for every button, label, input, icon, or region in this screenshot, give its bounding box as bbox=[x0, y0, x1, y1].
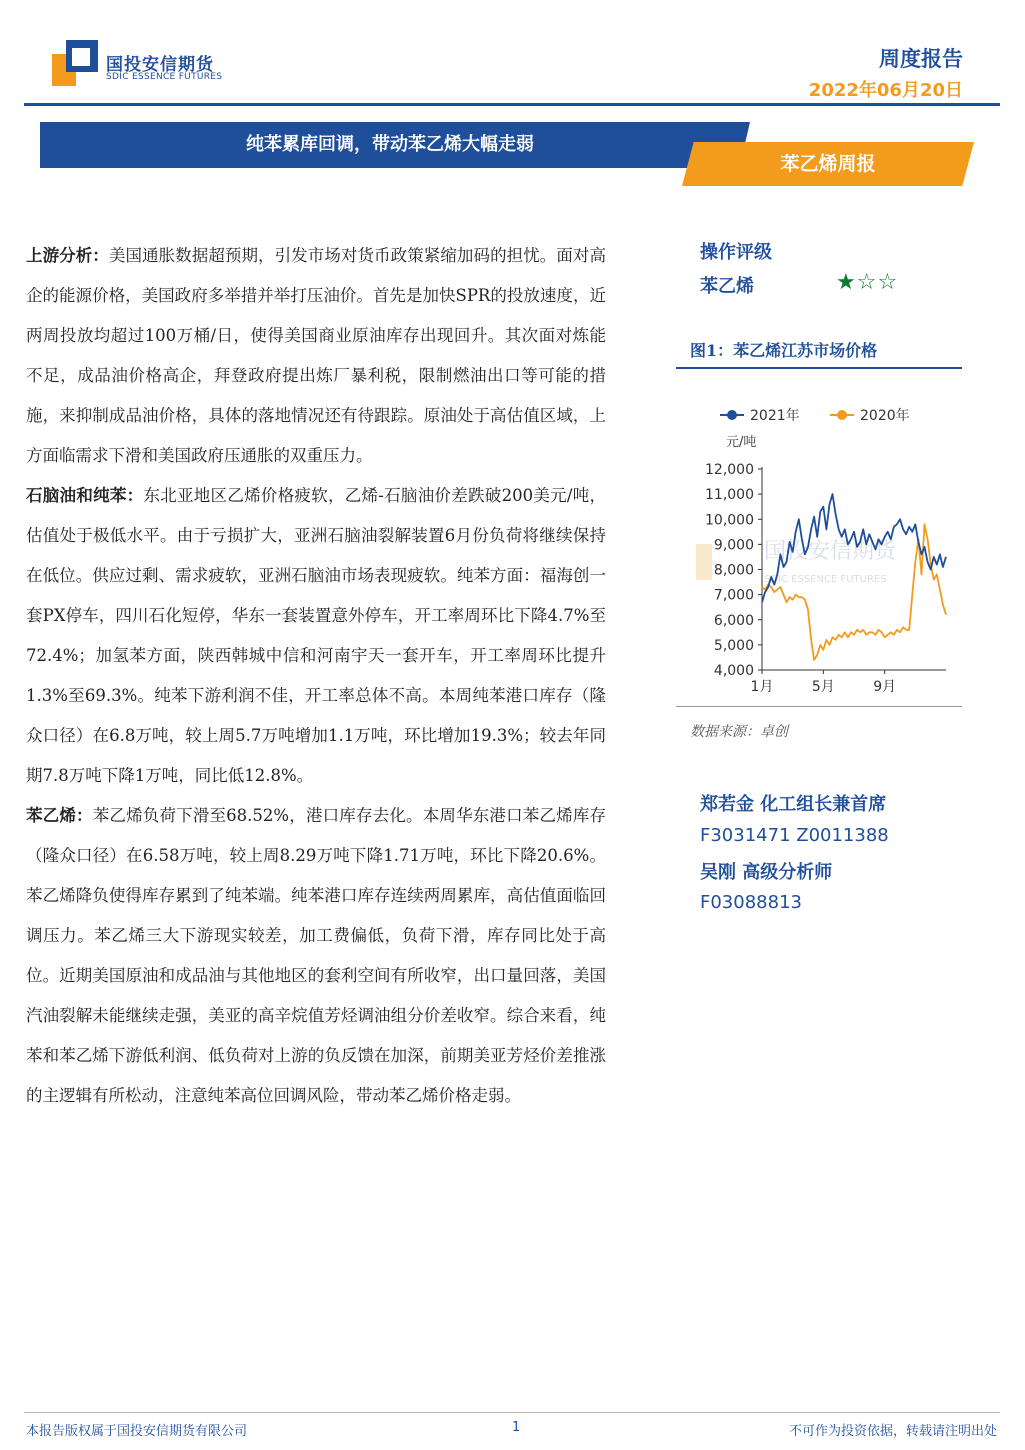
x-tick-label: 1月 bbox=[750, 679, 774, 695]
price-chart-svg bbox=[676, 396, 966, 706]
report-tag: 苯乙烯周报 bbox=[780, 153, 876, 175]
analyst-2-name: 吴刚 高级分析师 bbox=[700, 862, 833, 883]
y-tick-label: 6,000 bbox=[713, 612, 754, 629]
figure-title: 图1：苯乙烯江苏市场价格 bbox=[690, 341, 878, 360]
rating-product: 苯乙烯 bbox=[700, 276, 754, 297]
naphtha-heading: 石脑油和纯苯： bbox=[26, 486, 144, 505]
company-logo bbox=[52, 40, 98, 86]
naphtha-paragraph bbox=[26, 476, 606, 796]
price-chart bbox=[676, 396, 966, 706]
legend-label-2: 2020年 bbox=[860, 408, 910, 424]
figure-divider bbox=[676, 367, 962, 369]
y-tick-label: 11,000 bbox=[705, 487, 754, 504]
legend-label-1: 2021年 bbox=[750, 408, 800, 424]
upstream-text: 美国通胀数据超预期，引发市场对货币政策紧缩加码的担忧。面对高企的能源价格，美国政府多举措并举打压油价。首先是加快SPR的投放速度，近两周投放均超过100万桶/日，使得美国商业原油库存出现回升。其次面对炼能不足，成品油价格高企，拜登政府提出炼厂暴利税，限制燃油出口等可能的措施，来抑制成品油价格，具体的落地情况还有待跟踪。原油处于高估值区域，上方面临需求下滑和美国政府压通胀的双重压力。 bbox=[26, 246, 607, 465]
upstream-heading: 上游分析： bbox=[26, 246, 109, 265]
upstream-paragraph bbox=[26, 236, 606, 476]
x-tick-label: 9月 bbox=[873, 679, 897, 695]
y-tick-label: 8,000 bbox=[713, 562, 754, 579]
styrene-paragraph bbox=[26, 796, 606, 1116]
analyst-2-id: F03088813 bbox=[700, 892, 802, 913]
styrene-heading: 苯乙烯： bbox=[26, 806, 93, 825]
y-tick-label: 7,000 bbox=[713, 587, 754, 604]
y-tick-label: 5,000 bbox=[713, 637, 754, 654]
watermark-text-cn: 国投安信期货 bbox=[764, 539, 897, 564]
page-number: 1 bbox=[512, 1420, 521, 1435]
company-name-en: SDIC ESSENCE FUTURES bbox=[106, 72, 223, 82]
legend-marker-1 bbox=[727, 410, 737, 420]
rating-title: 操作评级 bbox=[700, 242, 772, 263]
analysis-body bbox=[26, 236, 606, 1116]
analyst-1-id: F3031471 Z0011388 bbox=[700, 825, 889, 846]
y-axis-unit: 元/吨 bbox=[726, 435, 757, 450]
y-tick-label: 9,000 bbox=[713, 537, 754, 554]
x-tick-label: 5月 bbox=[811, 679, 835, 695]
footer-divider bbox=[24, 1412, 1000, 1413]
y-tick-label: 4,000 bbox=[713, 663, 754, 679]
footer-copyright: 本报告版权属于国投安信期货有限公司 bbox=[26, 1424, 248, 1439]
watermark-logo-mark bbox=[696, 544, 712, 580]
report-title: 纯苯累库回调，带动苯乙烯大幅走弱 bbox=[246, 134, 534, 155]
footer-disclaimer: 不可作为投资依据，转载请注明出处 bbox=[788, 1424, 997, 1439]
analyst-1-name: 郑若金 化工组长兼首席 bbox=[700, 794, 887, 815]
rating-stars: ★☆☆ bbox=[836, 270, 899, 295]
naphtha-text: 东北亚地区乙烯价格疲软，乙烯-石脑油价差跌破200美元/吨，估值处于极低水平。由于亏损扩大，亚洲石脑油裂解装置6月份负荷将继续保持在低位。供应过剩、需求疲软，亚洲石脑油市场表现疲软。纯苯方面：福海创一套PX停车，四川石化短停，华东一套装置意外停车，开工率周环比下降4.7%至72.4%；加氢苯方面，陕西韩城中信和河南宇天一套开车，开工率周环比提升1.3%至69.3%。纯苯下游利润不佳，开工率总体不高。本周纯苯港口库存（隆众口径）在6.8万吨，较上周5.7万吨增加1.1万吨，环比增加19.3%；较去年同期7.8万吨下降1万吨，同比低12.8%。 bbox=[26, 486, 606, 785]
legend-marker-2 bbox=[837, 410, 847, 420]
header-divider bbox=[24, 103, 1000, 106]
report-date: 2022年06月20日 bbox=[808, 80, 963, 101]
styrene-text: 苯乙烯负荷下滑至68.52%，港口库存去化。本周华东港口苯乙烯库存（隆众口径）在6.58万吨，较上周8.29万吨下降1.71万吨，环比下降20.6%。苯乙烯降负使得库存累到了纯苯端。纯苯港口库存连续两周累库，高估值面临回调压力。苯乙烯三大下游现实较差，加工费偏低，负荷下滑，库存同比处于高位。近期美国原油和成品油与其他地区的套利空间有所收窄，出口量回落，美国汽油裂解未能继续走强，美亚的高辛烷值芳烃调油组分价差收窄。综合来看，纯苯和苯乙烯下游低利润、低负荷对上游的负反馈在加深，前期美亚芳烃价差推涨的主逻辑有所松动，注意纯苯高位回调风险，带动苯乙烯价格走弱。 bbox=[26, 806, 607, 1105]
company-name-cn: 国投安信期货 bbox=[106, 55, 214, 75]
watermark-text-en: SDIC ESSENCE FUTURES bbox=[764, 574, 887, 585]
source-divider bbox=[676, 706, 962, 707]
report-type: 周度报告 bbox=[879, 47, 963, 71]
figure-source: 数据来源：卓创 bbox=[690, 724, 788, 740]
y-tick-label: 10,000 bbox=[705, 512, 754, 529]
y-tick-label: 12,000 bbox=[705, 462, 754, 478]
